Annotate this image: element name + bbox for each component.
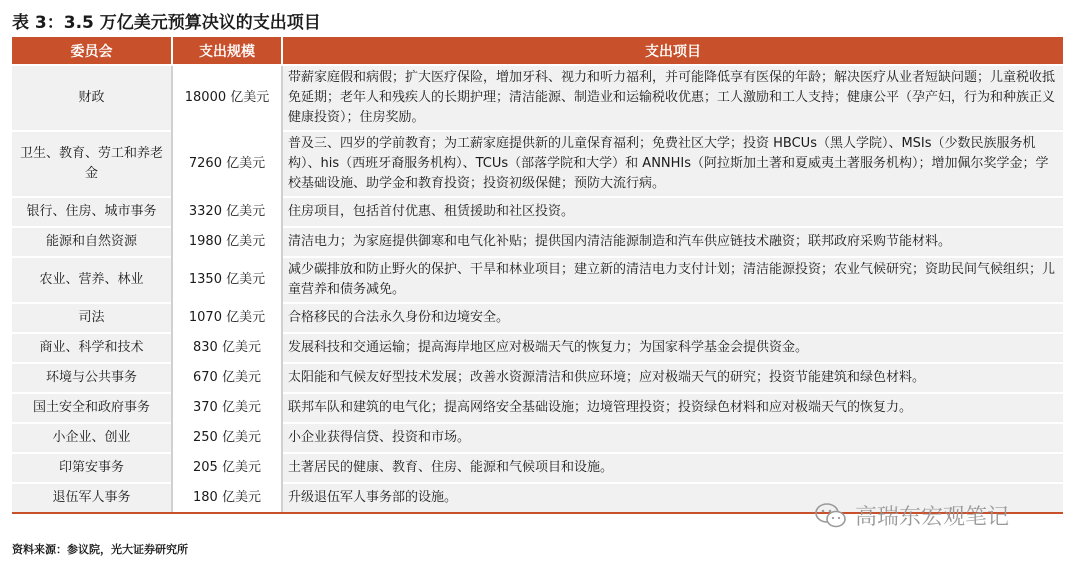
- committee-cell: 银行、住房、城市事务: [12, 197, 172, 227]
- committee-cell: 小企业、创业: [12, 423, 172, 453]
- amount-cell: 830 亿美元: [172, 333, 282, 363]
- amount-cell: 180 亿美元: [172, 483, 282, 513]
- committee-cell: 司法: [12, 303, 172, 333]
- table-row: [12, 393, 1063, 423]
- committee-cell: 卫生、教育、劳工和养老金: [12, 131, 172, 197]
- committee-cell: 商业、科学和技术: [12, 333, 172, 363]
- table-row: [12, 197, 1063, 227]
- items-cell: 太阳能和气候友好型技术发展；改善水资源清洁和供应环境；应对极端天气的研究；投资节能建筑和绿色材料。: [282, 363, 1063, 393]
- amount-cell: 3320 亿美元: [172, 197, 282, 227]
- source-note: 资料来源：参议院，光大证券研究所: [12, 543, 188, 556]
- header-items: 支出项目: [282, 37, 1063, 65]
- committee-cell: 能源和自然资源: [12, 227, 172, 257]
- amount-cell: 1070 亿美元: [172, 303, 282, 333]
- committee-cell: 农业、营养、林业: [12, 257, 172, 303]
- table-row: [12, 257, 1063, 303]
- watermark-text: 高瑞东宏观笔记: [855, 505, 1010, 530]
- watermark: [815, 500, 1009, 531]
- items-cell: 联邦车队和建筑的电气化；提高网络安全基础设施；边境管理投资；投资绿色材料和应对极端天气的恢复力。: [282, 393, 1063, 423]
- table-title: 表 3：3.5 万亿美元预算决议的支出项目: [12, 13, 321, 33]
- amount-cell: 670 亿美元: [172, 363, 282, 393]
- items-cell: 减少碳排放和防止野火的保护、干旱和林业项目；建立新的清洁电力支付计划；清洁能源投资；农业气候研究；资助民间气候组织；儿童营养和债务减免。: [282, 257, 1063, 303]
- amount-cell: 18000 亿美元: [172, 65, 282, 131]
- amount-cell: 1350 亿美元: [172, 257, 282, 303]
- items-cell: 住房项目，包括首付优惠、租赁援助和社区投资。: [282, 197, 1063, 227]
- items-cell: 普及三、四岁的学前教育；为工薪家庭提供新的儿童保育福利；免费社区大学；投资 HBCUs（黑人学院）、MSIs（少数民族服务机构）、his（西班牙裔服务机构）、TCUs（部落学院和大学）和 ANNHIs（阿拉斯加土著和夏威夷土著服务机构）；增加佩尔奖学金；学校基础设施、助学金和教育投资；投资初级保健；预防大流行病。: [282, 131, 1063, 197]
- committee-cell: 环境与公共事务: [12, 363, 172, 393]
- items-cell: 土著居民的健康、教育、住房、能源和气候项目和设施。: [282, 453, 1063, 483]
- header-amount: 支出规模: [172, 37, 282, 65]
- items-cell: 清洁电力；为家庭提供御寒和电气化补贴；提供国内清洁能源制造和汽车供应链技术融资；联邦政府采购节能材料。: [282, 227, 1063, 257]
- amount-cell: 1980 亿美元: [172, 227, 282, 257]
- amount-cell: 7260 亿美元: [172, 131, 282, 197]
- items-cell: 带薪家庭假和病假；扩大医疗保险，增加牙科、视力和听力福利，并可能降低享有医保的年龄；解决医疗从业者短缺问题；儿童税收抵免延期；老年人和残疾人的长期护理；清洁能源、制造业和运输税收优惠；工人激励和工人支持；健康公平（孕产妇，行为和种族正义健康投资）；住房奖励。: [282, 65, 1063, 131]
- table-row: [12, 453, 1063, 483]
- items-cell: 升级退伍军人事务部的设施。: [282, 483, 1063, 513]
- amount-cell: 250 亿美元: [172, 423, 282, 453]
- wechat-icon: [815, 503, 847, 529]
- spending-table: [12, 37, 1063, 514]
- table-row: [12, 65, 1063, 131]
- table-row: [12, 333, 1063, 363]
- amount-cell: 370 亿美元: [172, 393, 282, 423]
- items-cell: 发展科技和交通运输；提高海岸地区应对极端天气的恢复力；为国家科学基金会提供资金。: [282, 333, 1063, 363]
- committee-cell: 国土安全和政府事务: [12, 393, 172, 423]
- table-row: [12, 363, 1063, 393]
- committee-cell: 财政: [12, 65, 172, 131]
- table-header-row: [12, 37, 1063, 65]
- header-committee: 委员会: [12, 37, 172, 65]
- items-cell: 合格移民的合法永久身份和边境安全。: [282, 303, 1063, 333]
- committee-cell: 退伍军人事务: [12, 483, 172, 513]
- table-row: [12, 423, 1063, 453]
- table-row: [12, 303, 1063, 333]
- table-row: [12, 227, 1063, 257]
- amount-cell: 205 亿美元: [172, 453, 282, 483]
- committee-cell: 印第安事务: [12, 453, 172, 483]
- table-row: [12, 131, 1063, 197]
- items-cell: 小企业获得信贷、投资和市场。: [282, 423, 1063, 453]
